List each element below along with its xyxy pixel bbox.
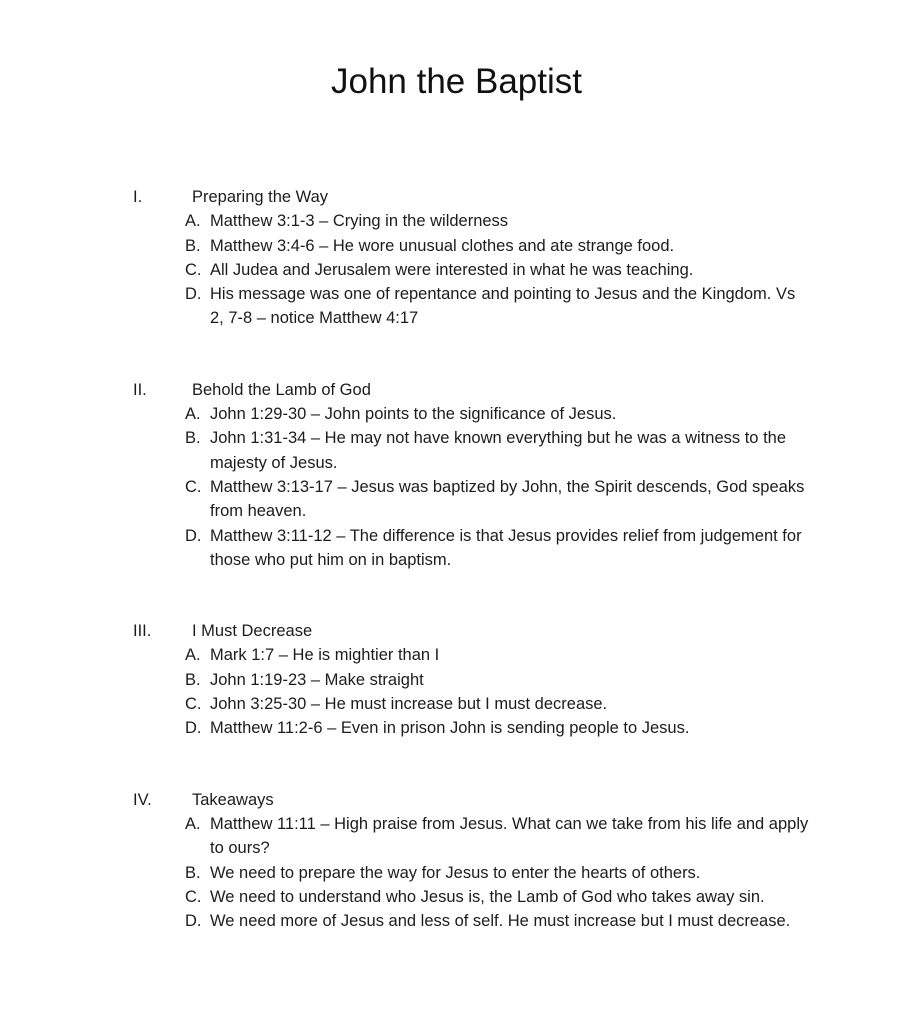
outline bbox=[133, 185, 913, 933]
item-text: Matthew 3:1-3 – Crying in the wilderness bbox=[210, 212, 509, 231]
item-text: His message was one of repentance and pointing to Jesus and the Kingdom. Vs 2, 7-8 – notice Matthew 4:17 bbox=[210, 285, 796, 328]
item-text: John 1:31-34 – He may not have known everything but he was a witness to the majesty of Jesus. bbox=[210, 429, 787, 472]
outline-item bbox=[185, 282, 913, 331]
item-letter: B. bbox=[185, 670, 201, 689]
item-text: Matthew 3:4-6 – He wore unusual clothes and ate strange food. bbox=[210, 236, 675, 255]
section-takeaways bbox=[133, 788, 913, 934]
item-letter: A. bbox=[185, 646, 201, 665]
outline-item bbox=[185, 812, 913, 861]
section-heading-row bbox=[133, 185, 913, 209]
outline-item bbox=[185, 716, 913, 740]
section-heading-row bbox=[133, 378, 913, 402]
section-numeral: II. bbox=[133, 380, 147, 399]
outline-item bbox=[185, 402, 913, 426]
item-text: Matthew 3:13-17 – Jesus was baptized by John, the Spirit descends, God speaks from heaven. bbox=[210, 477, 805, 521]
item-text: John 1:29-30 – John points to the significance of Jesus. bbox=[210, 405, 617, 424]
item-letter: C. bbox=[185, 260, 202, 279]
item-text: We need to prepare the way for Jesus to enter the hearts of others. bbox=[210, 863, 701, 882]
outline-item bbox=[185, 885, 913, 909]
section-i-must-decrease bbox=[133, 619, 913, 740]
item-letter: A. bbox=[185, 212, 201, 231]
item-text: John 3:25-30 – He must increase but I must decrease. bbox=[210, 695, 608, 714]
item-text: We need more of Jesus and less of self. He must increase but I must decrease. bbox=[210, 912, 791, 931]
document-title: John the Baptist bbox=[331, 62, 582, 101]
section-heading: Preparing the Way bbox=[192, 188, 329, 206]
item-letter: B. bbox=[185, 429, 201, 448]
section-preparing-the-way bbox=[133, 185, 913, 331]
outline-item bbox=[185, 668, 913, 692]
item-letter: C. bbox=[185, 477, 202, 496]
section-heading: I Must Decrease bbox=[192, 622, 313, 641]
section-numeral: I. bbox=[133, 188, 143, 206]
section-numeral: III. bbox=[133, 622, 152, 641]
item-text: Matthew 3:11-12 – The difference is that Jesus provides relief from judgement for those who put him on in baptism. bbox=[210, 526, 802, 569]
item-text: Mark 1:7 – He is mightier than I bbox=[210, 646, 440, 665]
section-items bbox=[133, 402, 913, 572]
outline-item bbox=[185, 475, 913, 524]
section-heading-row bbox=[133, 619, 913, 643]
item-letter: A. bbox=[185, 814, 201, 833]
item-letter: B. bbox=[185, 236, 201, 255]
outline-item bbox=[185, 426, 913, 475]
section-heading: Takeaways bbox=[192, 790, 274, 809]
outline-item bbox=[185, 643, 913, 667]
outline-item bbox=[185, 861, 913, 885]
section-items bbox=[133, 643, 913, 740]
item-letter: A. bbox=[185, 405, 201, 424]
section-items bbox=[133, 812, 913, 933]
section-numeral: IV. bbox=[133, 790, 152, 809]
section-items bbox=[133, 209, 913, 330]
item-text: All Judea and Jerusalem were interested in what he was teaching. bbox=[210, 260, 694, 279]
section-behold-the-lamb-of-god bbox=[133, 378, 913, 572]
outline-item bbox=[185, 909, 913, 933]
item-letter: C. bbox=[185, 695, 202, 714]
item-letter: D. bbox=[185, 719, 202, 738]
item-letter: D. bbox=[185, 912, 202, 931]
outline-item bbox=[185, 234, 913, 258]
item-letter: B. bbox=[185, 863, 201, 882]
outline-item bbox=[185, 524, 913, 573]
item-letter: D. bbox=[185, 285, 202, 304]
item-letter: D. bbox=[185, 526, 202, 545]
section-heading-row bbox=[133, 788, 913, 812]
item-text: Matthew 11:11 – High praise from Jesus. What can we take from his life and apply to ours? bbox=[210, 814, 809, 858]
item-text: Matthew 11:2-6 – Even in prison John is sending people to Jesus. bbox=[210, 719, 690, 738]
outline-item bbox=[185, 209, 913, 233]
item-letter: C. bbox=[185, 887, 202, 906]
outline-item bbox=[185, 692, 913, 716]
section-heading: Behold the Lamb of God bbox=[192, 380, 371, 399]
item-text: John 1:19-23 – Make straight bbox=[210, 670, 424, 689]
outline-item bbox=[185, 258, 913, 282]
item-text: We need to understand who Jesus is, the Lamb of God who takes away sin. bbox=[210, 887, 765, 906]
